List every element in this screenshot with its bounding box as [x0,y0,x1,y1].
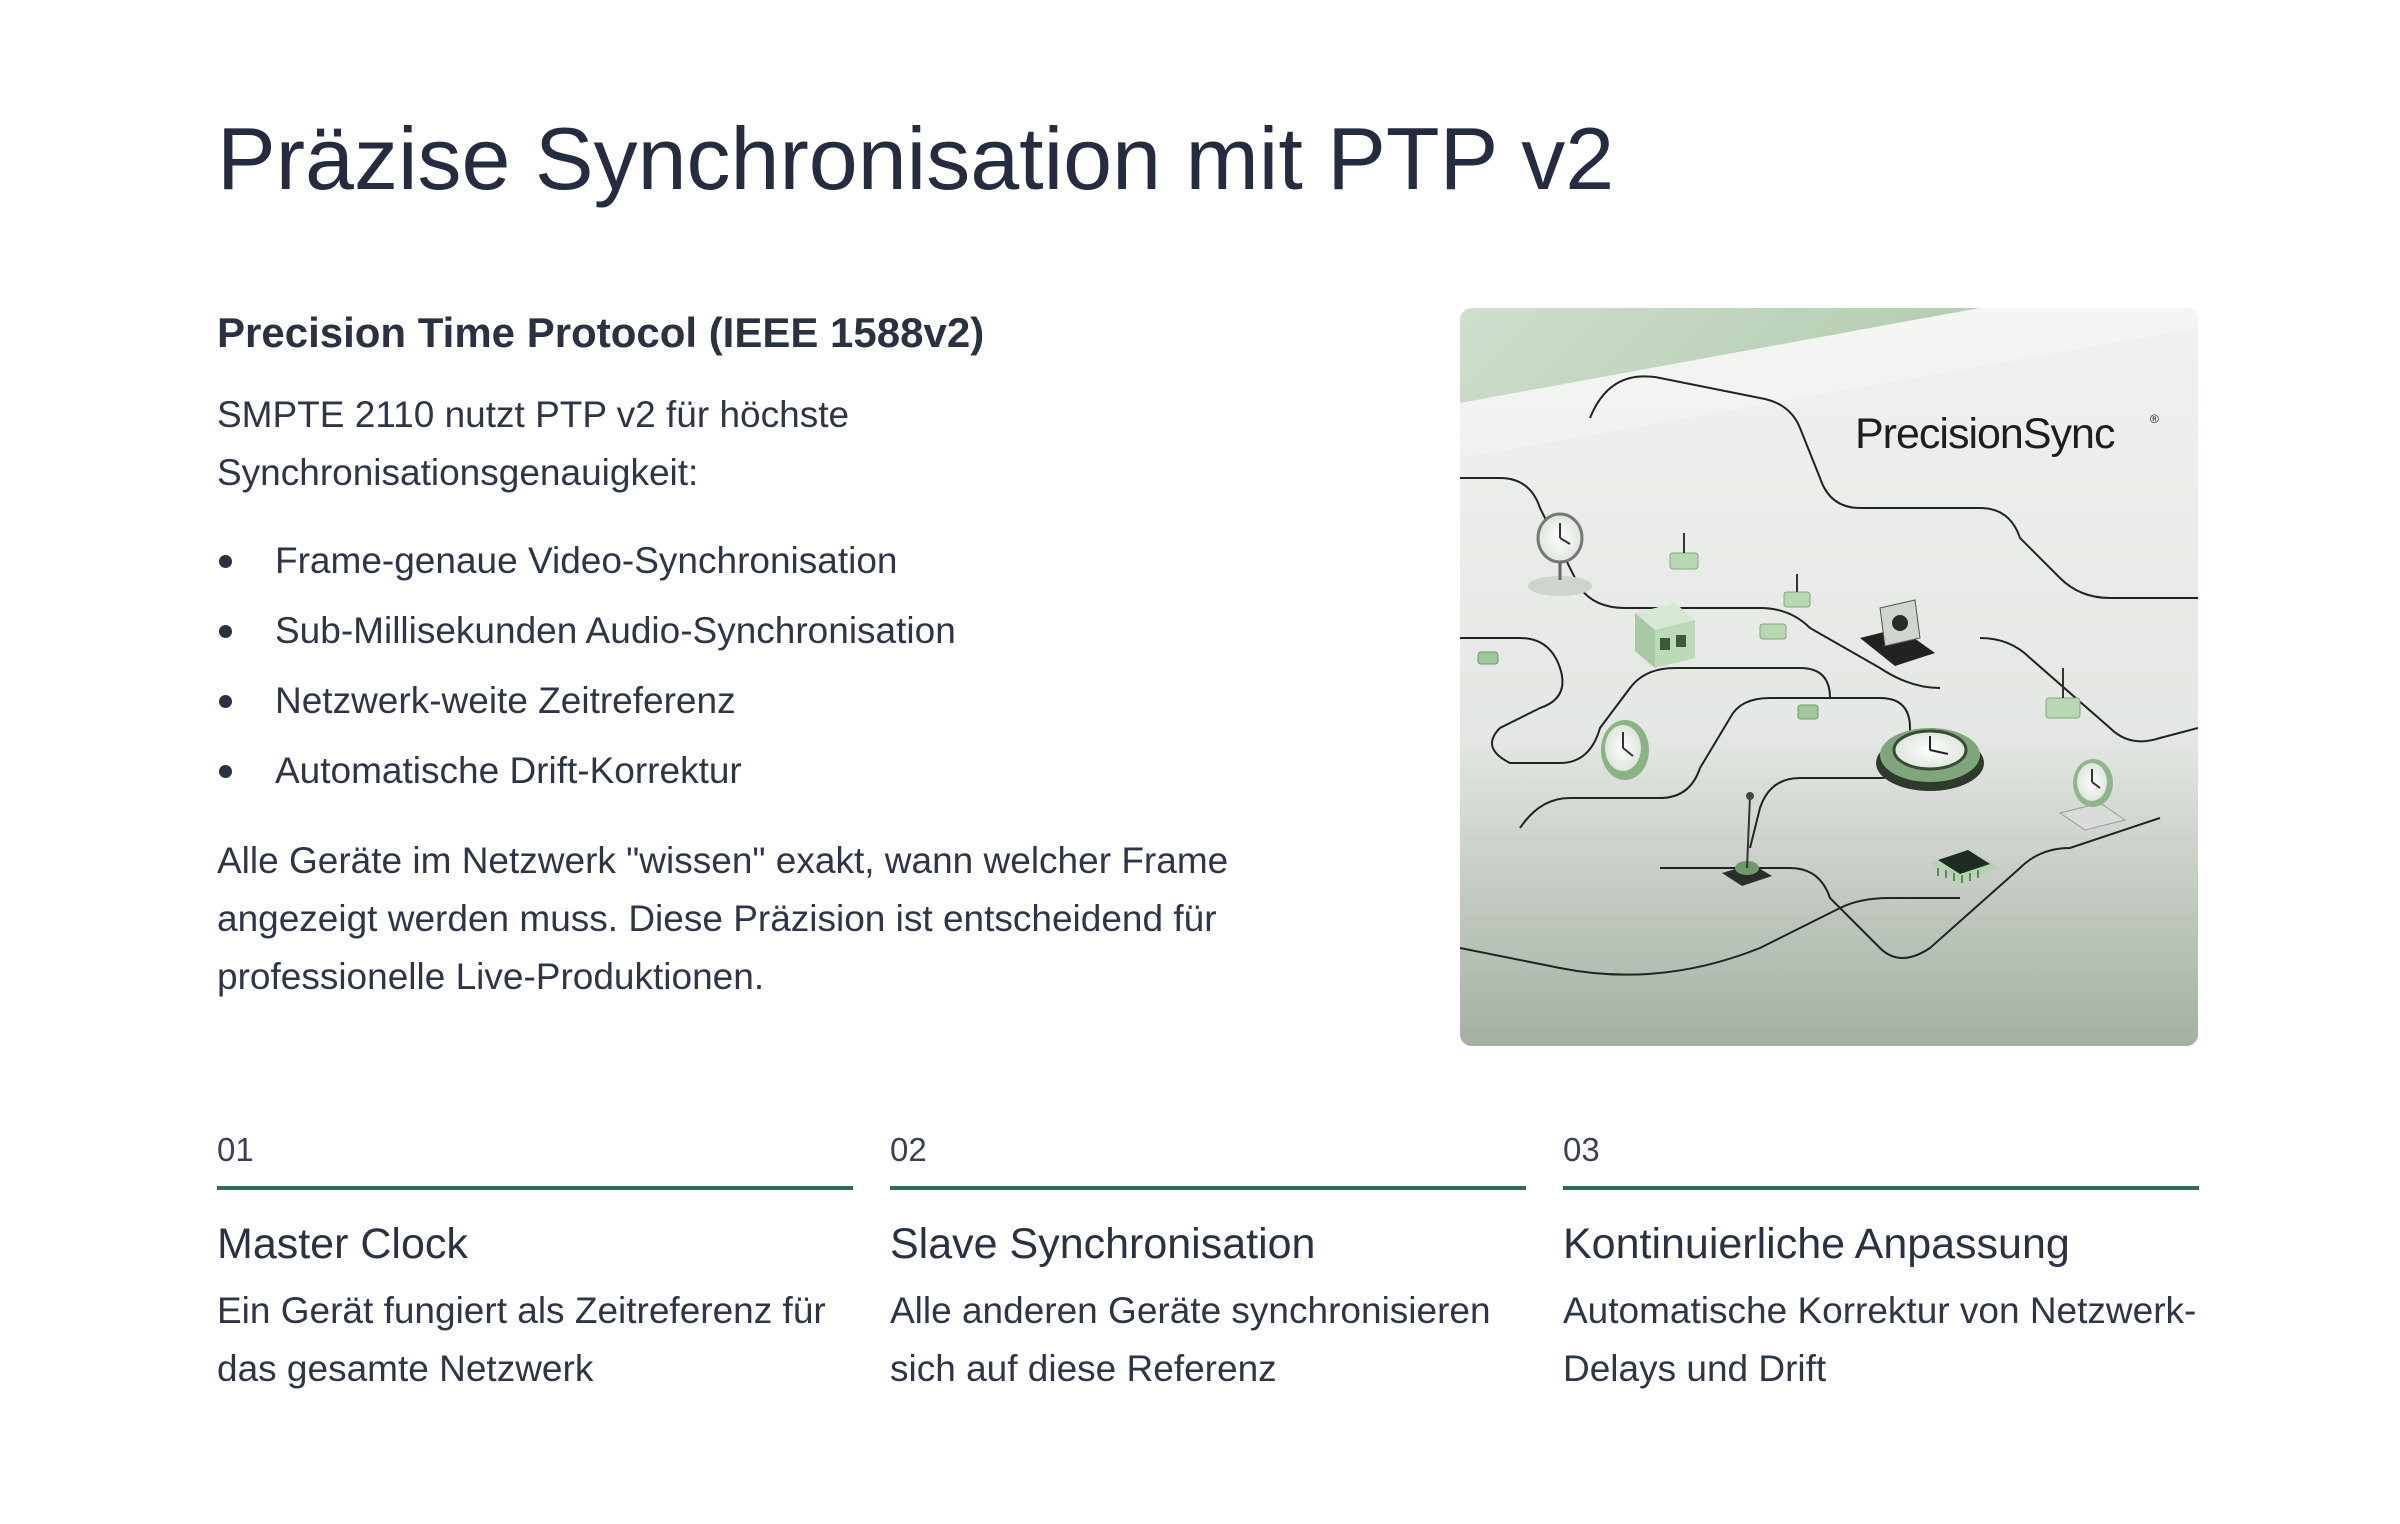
clock-icon [1601,720,1649,780]
step-title: Kontinuierliche Anpassung [1563,1220,2070,1268]
step-title: Master Clock [217,1220,468,1268]
brand-logo: PrecisionSync [1855,410,2115,458]
list-item [217,666,1317,736]
step-number: 01 [217,1131,254,1168]
step-card [1563,1130,2199,1398]
list-item [217,596,1317,666]
intro-paragraph: SMPTE 2110 nutzt PTP v2 für höchste Synchronisationsgenauigkeit: [217,394,850,493]
feature-list [217,526,1317,806]
list-item-label: Netzwerk-weite Zeitreferenz [275,680,736,721]
list-item-label: Automatische Drift-Korrektur [275,750,742,791]
bullet-icon [219,765,232,778]
bullet-icon [219,555,232,568]
step-divider [1563,1186,2199,1190]
page-title: Präzise Synchronisation mit PTP v2 [217,109,1615,208]
step-card [890,1130,1526,1398]
list-item-label: Sub-Millisekunden Audio-Synchronisation [275,610,956,651]
step-card [217,1130,853,1398]
step-description: Automatische Korrektur von Netzwerk-Delays und Drift [1563,1290,2197,1389]
bullet-icon [219,695,232,708]
section-subtitle: Precision Time Protocol (IEEE 1588v2) [217,309,985,356]
step-divider [217,1186,853,1190]
bullet-icon [219,625,232,638]
clock-icon [1876,728,1984,791]
step-description: Ein Gerät fungiert als Zeitreferenz für das gesamte Netzwerk [217,1290,826,1389]
network-illustration-graphic [1460,308,2198,1046]
step-description: Alle anderen Geräte synchronisieren sich auf diese Referenz [890,1290,1491,1389]
step-number: 03 [1563,1131,1600,1168]
network-illustration [1460,308,2198,1046]
step-number: 02 [890,1131,927,1168]
list-item [217,736,1317,806]
outro-paragraph: Alle Geräte im Netzwerk "wissen" exakt, wann welcher Frame angezeigt werden muss. Diese Präzision ist entscheidend für professionelle Live-Produktionen. [217,840,1229,997]
steps-row [217,1130,2199,1430]
step-divider [890,1186,1526,1190]
content-column [217,302,1317,1006]
list-item-label: Frame-genaue Video-Synchronisation [275,540,898,581]
registered-mark: ® [2150,412,2159,426]
step-title: Slave Synchronisation [890,1220,1316,1268]
list-item [217,526,1317,596]
